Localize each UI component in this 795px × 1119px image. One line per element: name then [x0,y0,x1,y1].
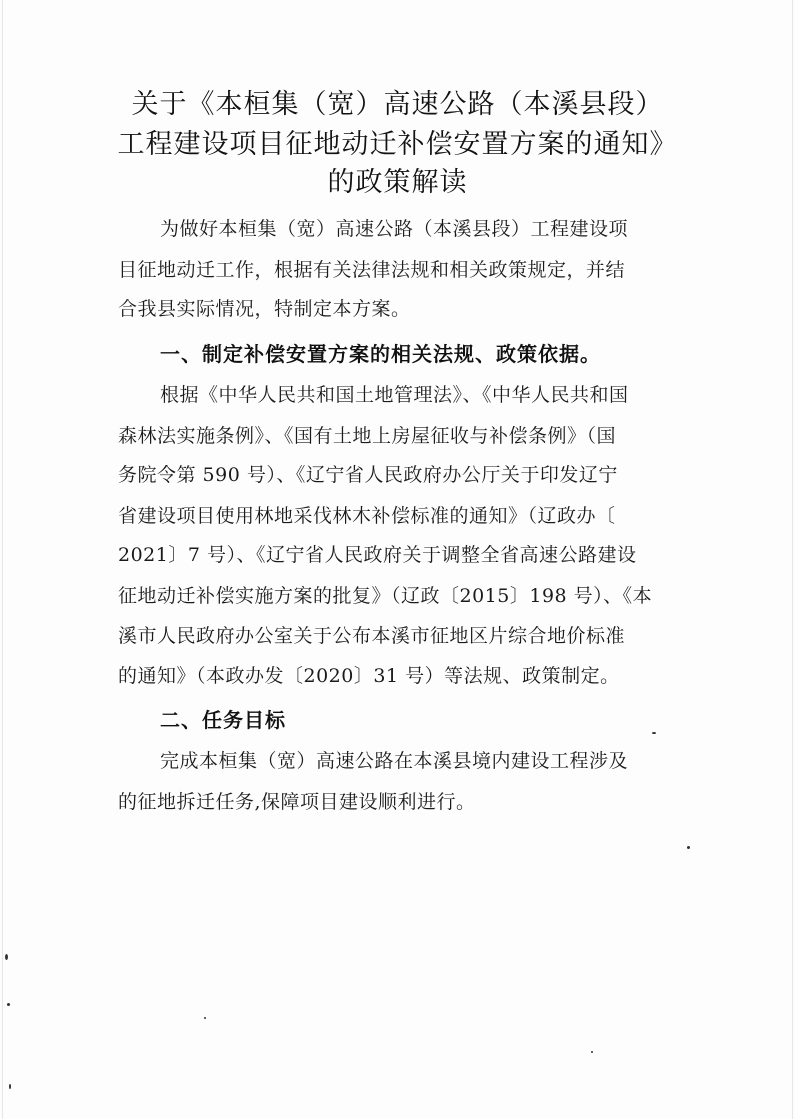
scan-edge-left [2,0,3,1119]
section2-line-1: 完成本桓集（宽）高速公路在本溪县境内建设工程涉及 [160,750,629,772]
scan-speck [9,1084,11,1089]
title-line-3: 的政策解读 [327,167,468,198]
section1-line-1: 根据《中华人民共和国土地管理法》、《中华人民共和国 [160,384,629,406]
section2-heading: 二、任务目标 [160,708,286,732]
section2-line-2: 的征地拆迁任务,保障项目建设顺利进行。 [118,791,476,813]
scan-speck [652,732,656,734]
scan-speck [204,1017,206,1019]
intro-line-2: 目征地动迁工作，根据有关法律法规和相关政策规定，并结 [118,259,626,281]
scan-edge-right [792,0,793,1119]
section1-line-7: 溪市人民政府办公室关于公布本溪市征地区片综合地价标准 [118,625,626,647]
section1-line-2: 森林法实施条例》、《国有土地上房屋征收与补偿条例》（国 [118,425,617,447]
section1-heading: 一、制定补偿安置方案的相关法规、政策依据。 [160,342,601,366]
section1-line-5: 2021〕7 号）、《辽宁省人民政府关于调整全省高速公路建设 [118,544,637,566]
section1-line-4: 省建设项目使用林地采伐林木补偿标准的通知》（辽政办〔 [118,505,616,527]
scan-speck [591,1051,593,1053]
section1-line-6: 征地动迁补偿实施方案的批复》（辽政〔2015〕198 号）、《本 [118,585,653,607]
title-line-2: 工程建设项目征地动迁补偿安置方案的通知》 [117,129,678,160]
section1-line-8: 的通知》（本政办发〔2020〕31 号）等法规、政策制定。 [118,665,620,687]
scan-speck [5,954,8,960]
title-line-1: 关于《本桓集（宽）高速公路（本溪县段） [131,89,664,120]
scan-speck [687,846,690,849]
intro-line-3: 合我县实际情况，特制定本方案。 [118,298,411,320]
section1-line-3: 务院令第 590 号）、《辽宁省人民政府办公厅关于印发辽宁 [118,464,618,486]
intro-line-1: 为做好本桓集（宽）高速公路（本溪县段）工程建设项 [160,218,629,240]
scan-speck [7,1003,10,1006]
